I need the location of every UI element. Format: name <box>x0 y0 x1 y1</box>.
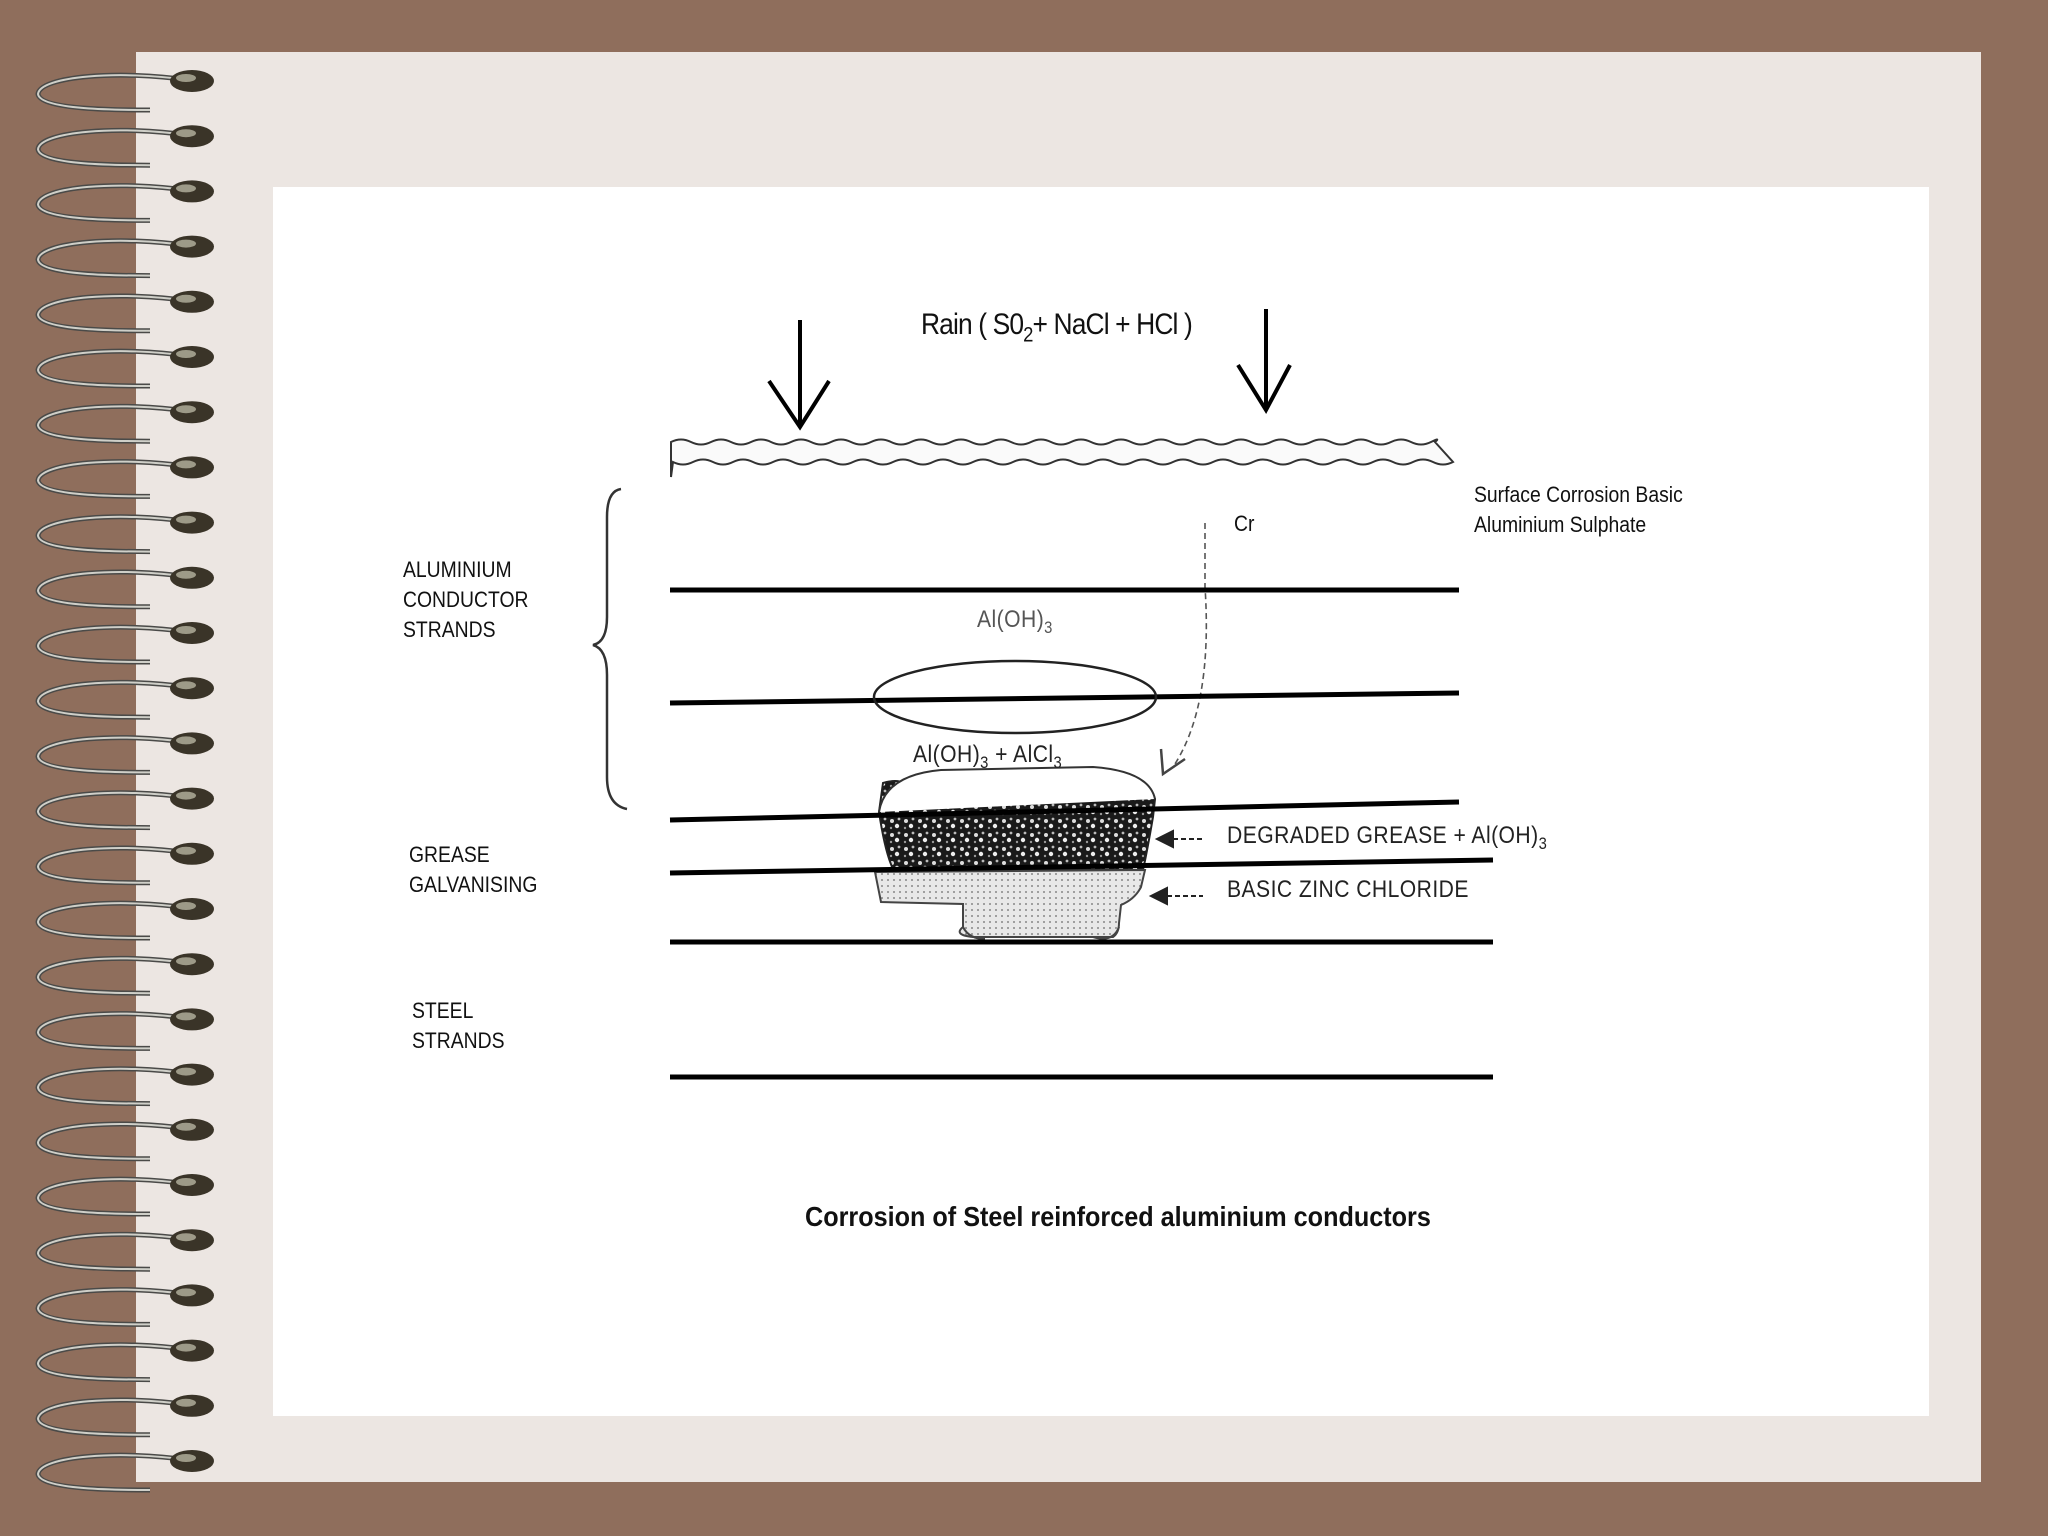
aluminium-strands-label-line-3: STRANDS <box>403 617 496 642</box>
surface-corrosion-label-line-2: Aluminium Sulphate <box>1474 512 1647 537</box>
steel-strands-label-line-1: STEEL <box>412 998 474 1023</box>
surface-corrosion-layer <box>671 440 1453 478</box>
degraded-grease-subscript: 3 <box>1538 833 1548 853</box>
chloride-ion-label: Cr <box>1234 511 1255 536</box>
surface-corrosion-label-line-1: Surface Corrosion Basic <box>1474 482 1683 507</box>
spiral-ring-icon <box>38 236 214 276</box>
hydroxide-chloride-subscript-b: 3 <box>1053 752 1063 772</box>
rain-label-subscript: 2 <box>1023 323 1033 347</box>
basic-zinc-chloride-label: BASIC ZINC CHLORIDE <box>1227 876 1469 903</box>
spiral-ring-icon <box>38 1008 214 1048</box>
hydroxide-chloride-text-a: Al(OH) <box>913 741 981 768</box>
degraded-grease-pointer-icon <box>1157 831 1205 847</box>
rain-arrow-left-icon <box>769 320 829 427</box>
spiral-ring-icon <box>38 125 214 165</box>
degraded-grease-label <box>1227 821 1547 859</box>
diagram-panel <box>273 187 1929 1416</box>
spiral-ring-icon <box>38 567 214 607</box>
spiral-ring-icon <box>38 953 214 993</box>
spiral-ring-icon <box>38 1064 214 1104</box>
degraded-grease-text: DEGRADED GREASE + Al(OH) <box>1227 822 1539 849</box>
spiral-ring-icon <box>38 346 214 386</box>
aluminium-hydroxide-subscript: 3 <box>1044 617 1053 637</box>
spiral-ring-icon <box>38 1450 214 1490</box>
spiral-ring-icon <box>38 1395 214 1435</box>
rain-label <box>921 310 1192 350</box>
spiral-ring-icon <box>38 677 214 717</box>
spiral-ring-icon <box>38 1340 214 1380</box>
spiral-ring-icon <box>38 1229 214 1269</box>
hydroxide-chloride-text-b: + AlCl <box>988 741 1054 768</box>
rain-label-suffix: + NaCl + HCl ) <box>1032 308 1192 341</box>
spiral-ring-icon <box>38 898 214 938</box>
steel-strands-label-line-2: STRANDS <box>412 1028 505 1053</box>
spiral-ring-icon <box>38 512 214 552</box>
grease-galvanising-label-line-2: GALVANISING <box>409 872 538 897</box>
spiral-ring-icon <box>38 456 214 496</box>
aluminium-strands-label-line-2: CONDUCTOR <box>403 587 529 612</box>
aluminium-hydroxide-text: Al(OH) <box>977 606 1045 633</box>
spiral-ring-icon <box>38 180 214 220</box>
spiral-ring-icon <box>38 1284 214 1324</box>
spiral-ring-icon <box>38 1119 214 1159</box>
aluminium-strands-label-line-1: ALUMINIUM <box>403 557 512 582</box>
rain-label-prefix: Rain ( S0 <box>921 308 1024 341</box>
chloride-migration-arrow <box>1173 523 1206 767</box>
rain-arrow-right-icon <box>1238 309 1290 410</box>
spiral-ring-icon <box>38 622 214 662</box>
basic-zinc-chloride-region <box>875 870 1145 937</box>
spiral-ring-icon <box>38 291 214 331</box>
diagram-caption: Corrosion of Steel reinforced aluminium conductors <box>805 1201 1431 1232</box>
spiral-ring-icon <box>38 732 214 772</box>
aluminium-strands-brace <box>593 489 627 809</box>
spiral-ring-icon <box>38 1174 214 1214</box>
spiral-ring-icon <box>38 843 214 883</box>
basic-zinc-chloride-pointer-icon <box>1151 888 1203 904</box>
hydroxide-chloride-label <box>913 740 1062 778</box>
grease-galvanising-label-line-1: GREASE <box>409 842 490 867</box>
spiral-ring-icon <box>38 401 214 441</box>
aluminium-hydroxide-label <box>977 605 1053 643</box>
spiral-ring-icon <box>38 70 214 110</box>
spiral-binding <box>0 0 240 1536</box>
hydroxide-chloride-subscript-a: 3 <box>980 752 989 772</box>
spiral-ring-icon <box>38 788 214 828</box>
